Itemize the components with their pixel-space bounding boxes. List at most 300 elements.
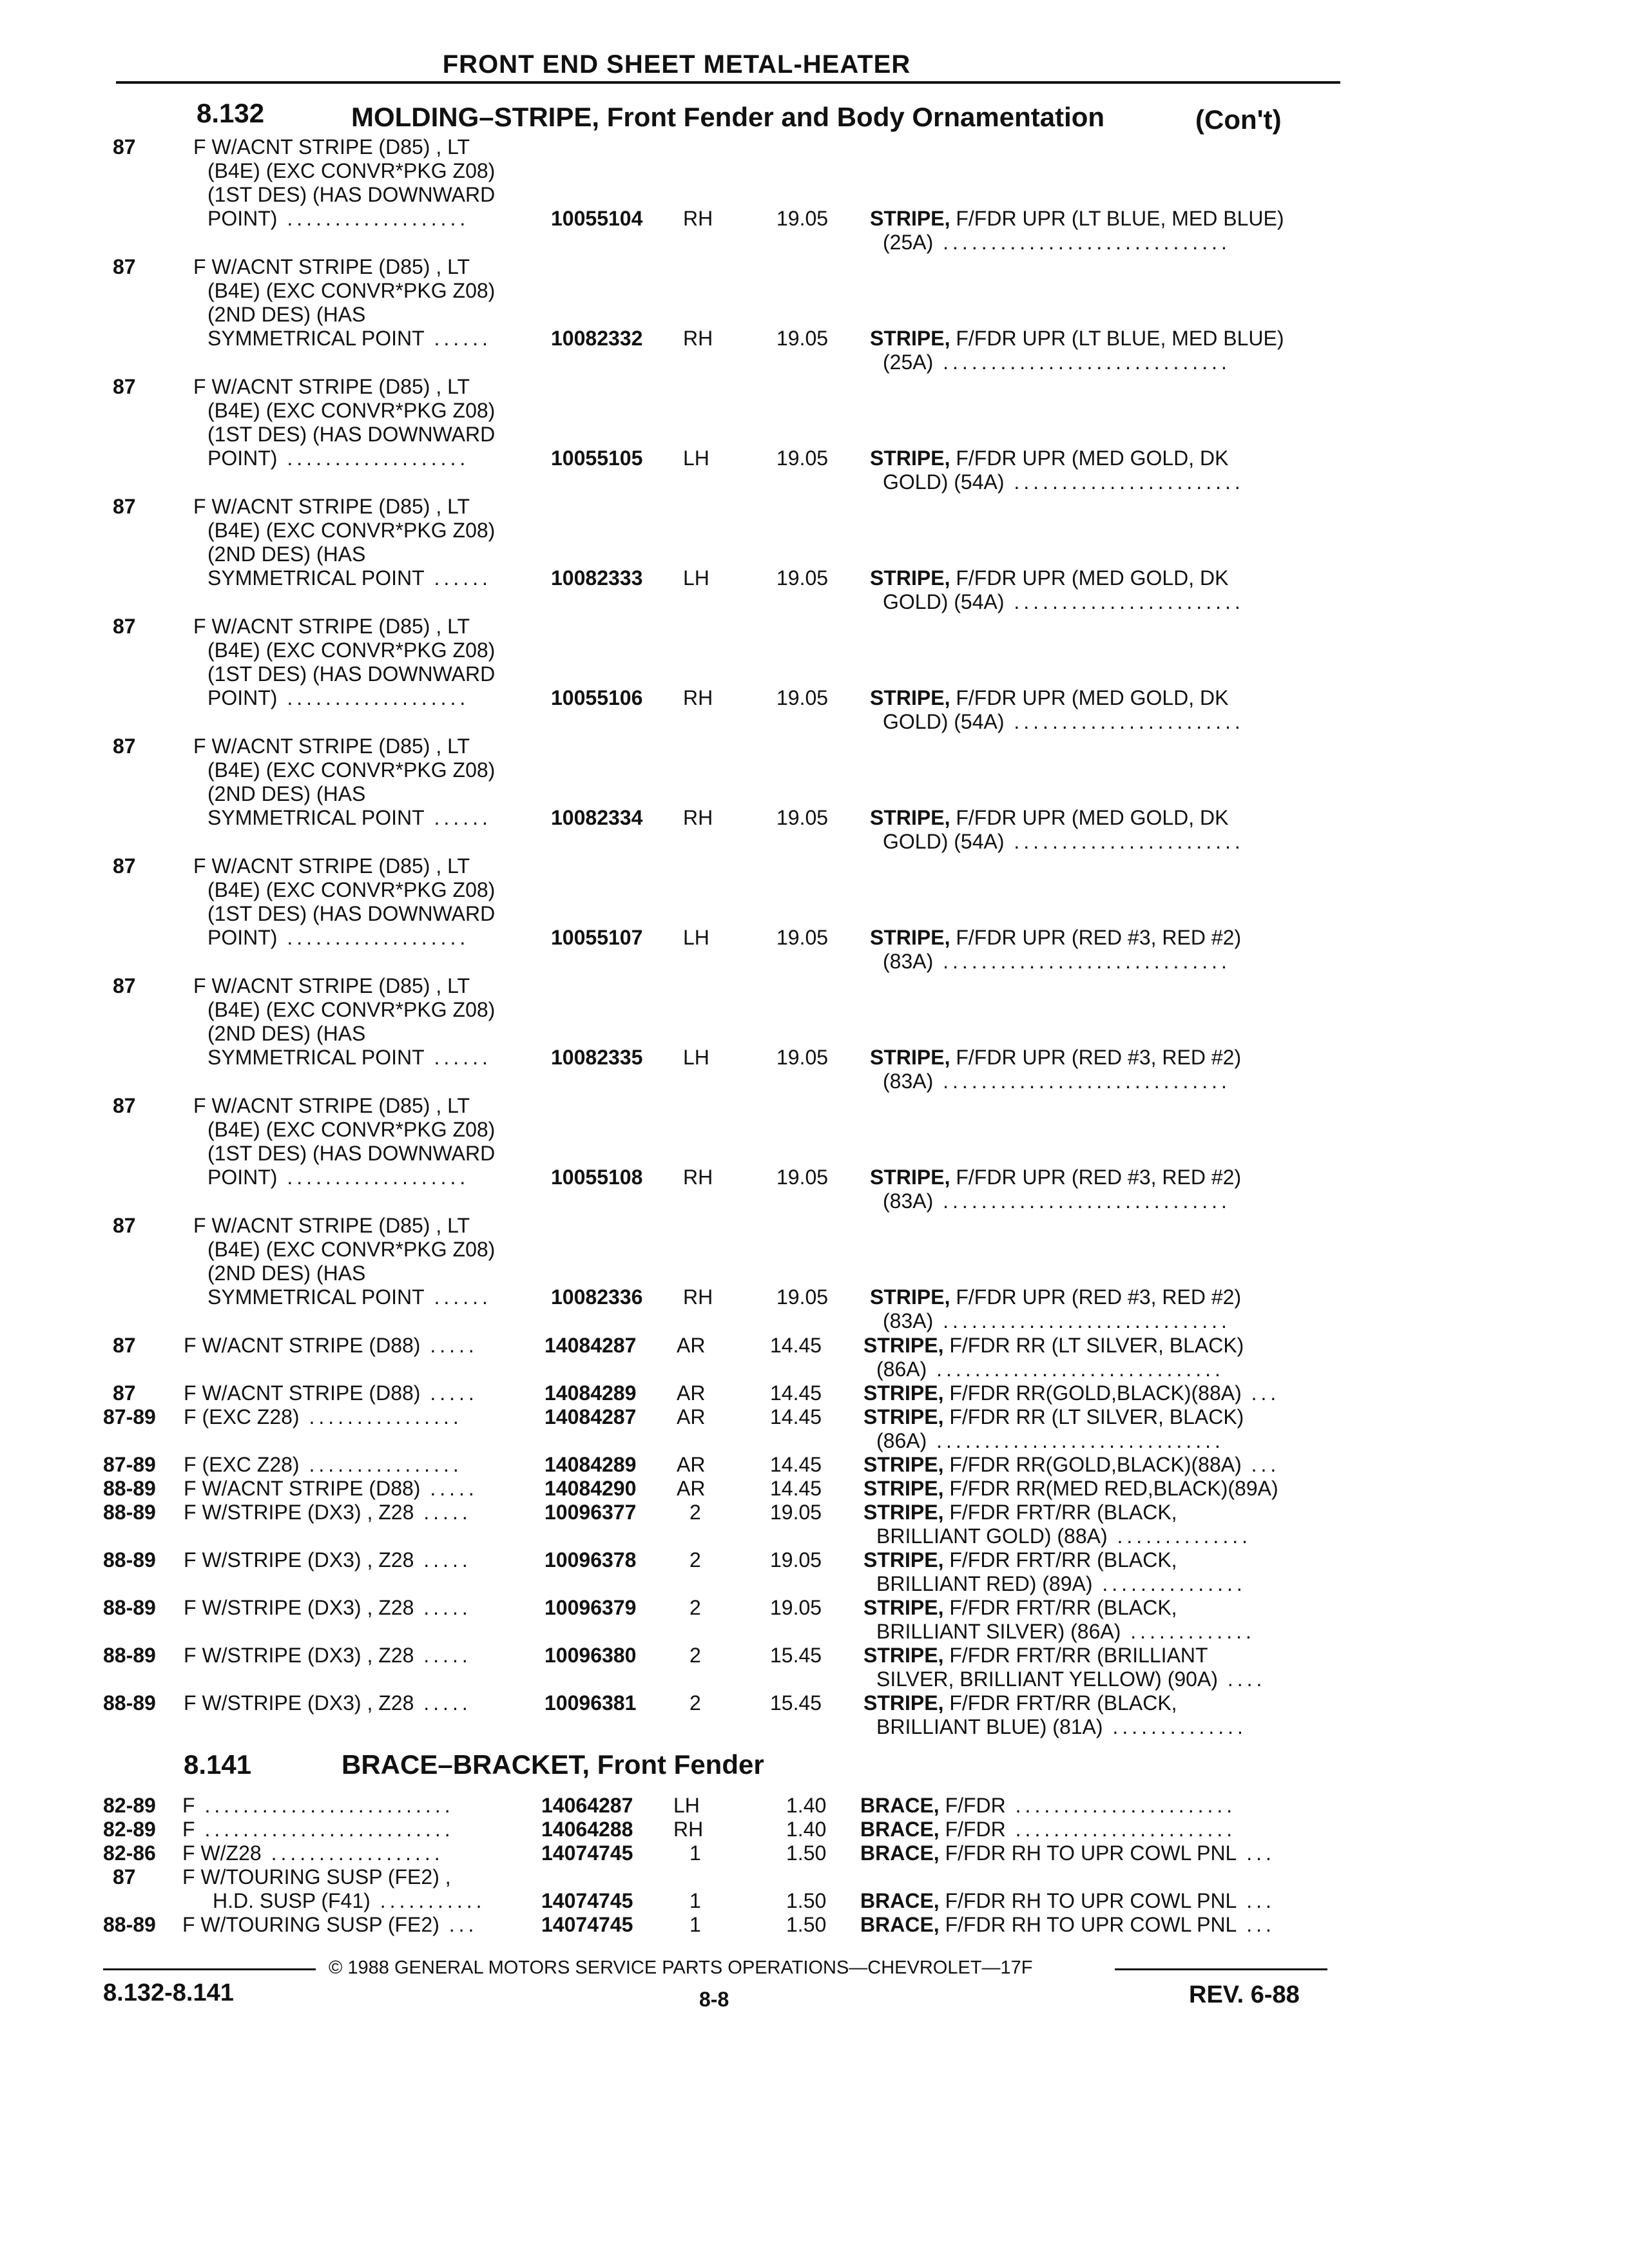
usage-description: (B4E) (EXC CONVR*PKG Z08) [207, 998, 496, 1021]
group-number: 19.05 [770, 1596, 822, 1619]
leader-dots: ................... [277, 447, 470, 470]
leader-dots: .............................. [933, 351, 1231, 374]
page-title: FRONT END SHEET METAL-HEATER [442, 50, 911, 79]
part-number: 10055108 [551, 1166, 643, 1189]
model-year: 87 [113, 255, 136, 278]
usage-description: H.D. SUSP (F41) ........... [213, 1889, 486, 1912]
usage-description: (2ND DES) (HAS [207, 782, 366, 805]
part-name-keyword: STRIPE, [870, 566, 956, 590]
part-name-detail: F/FDR RR (LT SILVER, BLACK) [949, 1334, 1244, 1357]
part-name-keyword: STRIPE, [863, 1501, 950, 1524]
usage-description: (1ST DES) (HAS DOWNWARD [207, 423, 496, 446]
part-number: 14064287 [541, 1794, 633, 1817]
usage-description: F W/ACNT STRIPE (D85) , LT [193, 735, 470, 758]
usage-description: (2ND DES) (HAS [207, 303, 366, 326]
part-name-cont: BRILLIANT GOLD) (88A) .............. [876, 1524, 1251, 1548]
usage-description: F W/ACNT STRIPE (D88) ..... [184, 1334, 478, 1357]
footer-rule [103, 1968, 316, 1970]
usage-description: POINT) ................... [207, 447, 470, 470]
usage-description: F W/ACNT STRIPE (D85) , LT [193, 495, 470, 518]
part-name-detail: F/FDR UPR (RED #3, RED #2) [956, 1166, 1242, 1189]
leader-dots: .... [1217, 1667, 1266, 1691]
part-name-keyword: STRIPE, [870, 806, 956, 829]
leader-dots: ... [439, 1913, 478, 1936]
group-number: 19.05 [776, 566, 829, 590]
model-year: 87 [113, 1094, 136, 1117]
leader-dots: ..... [414, 1596, 472, 1619]
group-number: 1.50 [786, 1841, 827, 1865]
part-name-detail: F/FDR RH TO UPR COWL PNL [945, 1913, 1237, 1936]
part-name [860, 1913, 1275, 1937]
part-name [870, 447, 1228, 470]
group-number: 15.45 [770, 1691, 822, 1715]
part-name-detail: F/FDR RH TO UPR COWL PNL [945, 1841, 1237, 1865]
quantity: AR [677, 1405, 706, 1428]
part-name [870, 806, 1228, 830]
part-name [863, 1334, 1244, 1358]
part-number: 10055104 [551, 207, 643, 230]
part-name-keyword: BRACE, [860, 1913, 945, 1936]
part-number: 10055107 [551, 926, 643, 949]
quantity: RH [683, 1166, 713, 1189]
leader-dots: ........................ [1004, 710, 1244, 733]
usage-description: F W/ACNT STRIPE (D85) , LT [193, 974, 470, 997]
part-name-keyword: STRIPE, [863, 1691, 950, 1715]
model-year: 88-89 [103, 1501, 156, 1524]
leader-dots: ..... [420, 1381, 478, 1405]
quantity: 1 [689, 1913, 701, 1936]
usage-description: SYMMETRICAL POINT ...... [207, 327, 492, 350]
part-name [863, 1381, 1280, 1405]
part-name-detail: F/FDR UPR (RED #3, RED #2) [956, 926, 1242, 949]
part-name [863, 1501, 1177, 1524]
usage-description: (1ST DES) (HAS DOWNWARD [207, 902, 496, 925]
group-number: 15.45 [770, 1644, 822, 1667]
part-name-keyword: STRIPE, [870, 207, 956, 230]
leader-dots: ...... [424, 806, 492, 829]
part-name-keyword: BRACE, [860, 1794, 945, 1817]
part-name-keyword: STRIPE, [870, 1285, 956, 1309]
usage-description: POINT) ................... [207, 1166, 470, 1189]
model-year: 88-89 [103, 1691, 156, 1715]
part-name [870, 1285, 1241, 1309]
part-name [860, 1889, 1275, 1913]
part-name [860, 1841, 1275, 1865]
part-name-cont: (86A) .............................. [876, 1429, 1224, 1452]
leader-dots: ... [1241, 1381, 1280, 1405]
usage-description: F (EXC Z28) ................ [184, 1453, 463, 1476]
section-title: MOLDING–STRIPE, Front Fender and Body Ornamentation [351, 102, 1105, 132]
part-name-detail: F/FDR UPR (MED GOLD, DK [956, 566, 1229, 590]
part-number: 10082335 [551, 1046, 643, 1069]
group-number: 14.45 [770, 1477, 822, 1500]
model-year: 87 [113, 495, 136, 518]
usage-description: (B4E) (EXC CONVR*PKG Z08) [207, 519, 496, 542]
usage-description: F W/ACNT STRIPE (D85) , LT [193, 255, 470, 278]
part-name-cont: (25A) .............................. [883, 351, 1231, 374]
part-name [870, 1166, 1241, 1189]
part-name-detail: F/FDR RR(GOLD,BLACK)(88A) [949, 1381, 1242, 1405]
leader-dots: .............................. [933, 950, 1231, 973]
usage-description: (B4E) (EXC CONVR*PKG Z08) [207, 758, 496, 782]
group-number: 19.05 [776, 327, 829, 350]
part-number: 10096377 [545, 1501, 637, 1524]
leader-dots: .......................... [195, 1794, 454, 1817]
group-number: 19.05 [770, 1548, 822, 1571]
model-year: 87 [113, 1865, 136, 1888]
part-name [863, 1477, 1278, 1501]
part-name-keyword: STRIPE, [863, 1644, 950, 1667]
group-number: 19.05 [776, 806, 829, 829]
part-name-detail: F/FDR RH TO UPR COWL PNL [945, 1889, 1237, 1912]
revision: REV. 6-88 [1189, 1981, 1300, 2008]
group-number: 19.05 [776, 926, 829, 949]
part-number: 10096378 [545, 1548, 637, 1571]
usage-description: (B4E) (EXC CONVR*PKG Z08) [207, 639, 496, 662]
part-name-cont: BRILLIANT BLUE) (81A) .............. [876, 1715, 1247, 1738]
model-year: 87-89 [103, 1405, 156, 1428]
footer-rule [1115, 1968, 1327, 1970]
part-name [860, 1818, 1236, 1841]
leader-dots: .............................. [933, 231, 1231, 254]
model-year: 87 [113, 974, 136, 997]
leader-dots: ...... [424, 1285, 492, 1309]
leader-dots: ................... [277, 686, 470, 709]
quantity: 2 [689, 1596, 701, 1619]
usage-description: F .......................... [182, 1794, 454, 1817]
part-name-detail: F/FDR UPR (MED GOLD, DK [956, 447, 1229, 470]
model-year: 88-89 [103, 1913, 156, 1936]
part-number: 14084290 [545, 1477, 637, 1500]
usage-description: POINT) ................... [207, 207, 470, 230]
usage-description: (1ST DES) (HAS DOWNWARD [207, 183, 496, 206]
model-year: 82-89 [103, 1794, 156, 1817]
copyright-text: © 1988 GENERAL MOTORS SERVICE PARTS OPERATIONS—CHEVROLET—17F [329, 1957, 1033, 1978]
usage-description: POINT) ................... [207, 926, 470, 949]
leader-dots: ........................ [1004, 470, 1244, 494]
part-name [870, 566, 1228, 590]
part-number: 10082332 [551, 327, 643, 350]
group-number: 1.50 [786, 1889, 827, 1912]
group-number: 19.05 [770, 1501, 822, 1524]
part-name-detail: F/FDR RR(GOLD,BLACK)(88A) [949, 1453, 1242, 1476]
part-name-keyword: STRIPE, [870, 1046, 956, 1069]
group-number: 19.05 [776, 1166, 829, 1189]
part-number: 10055106 [551, 686, 643, 709]
model-year: 82-89 [103, 1818, 156, 1841]
quantity: AR [677, 1334, 706, 1357]
quantity: LH [683, 1046, 709, 1069]
quantity: 2 [689, 1548, 701, 1571]
usage-description: (B4E) (EXC CONVR*PKG Z08) [207, 279, 496, 302]
group-number: 19.05 [776, 686, 829, 709]
usage-description: (B4E) (EXC CONVR*PKG Z08) [207, 399, 496, 422]
quantity: AR [677, 1381, 706, 1405]
group-number: 19.05 [776, 1285, 829, 1309]
quantity: AR [677, 1477, 706, 1500]
part-name-detail: F/FDR [945, 1794, 1006, 1817]
part-name-keyword: STRIPE, [870, 327, 956, 350]
quantity: 1 [689, 1889, 701, 1912]
part-name [860, 1794, 1236, 1818]
section-title: BRACE–BRACKET, Front Fender [342, 1749, 764, 1780]
leader-dots: ... [1241, 1453, 1280, 1476]
leader-dots: .............................. [933, 1070, 1231, 1093]
part-number: 10082333 [551, 566, 643, 590]
usage-description: (B4E) (EXC CONVR*PKG Z08) [207, 1118, 496, 1141]
model-year: 87-89 [103, 1453, 156, 1476]
usage-description: F W/ACNT STRIPE (D85) , LT [193, 854, 470, 878]
usage-description: F W/ACNT STRIPE (D85) , LT [193, 375, 470, 398]
part-name [863, 1405, 1244, 1429]
leader-dots: ....................... [1005, 1794, 1237, 1817]
part-name-detail: F/FDR UPR (RED #3, RED #2) [956, 1285, 1242, 1309]
part-name-detail: F/FDR UPR (LT BLUE, MED BLUE) [956, 207, 1284, 230]
part-number: 10055105 [551, 447, 643, 470]
part-name-detail: F/FDR [945, 1818, 1006, 1841]
usage-description: F W/TOURING SUSP (FE2) ... [182, 1913, 478, 1936]
quantity: 2 [689, 1691, 701, 1715]
usage-description: F W/STRIPE (DX3) , Z28 ..... [184, 1501, 472, 1524]
usage-description: F W/ACNT STRIPE (D85) , LT [193, 1094, 470, 1117]
usage-description: SYMMETRICAL POINT ...... [207, 1285, 492, 1309]
part-name-keyword: STRIPE, [863, 1548, 950, 1571]
leader-dots: ...... [424, 327, 492, 350]
quantity: RH [683, 327, 713, 350]
header-rule [116, 81, 1340, 84]
model-year: 88-89 [103, 1596, 156, 1619]
quantity: 1 [689, 1841, 701, 1865]
leader-dots: ..... [414, 1691, 472, 1715]
part-name-cont: (86A) .............................. [876, 1358, 1224, 1381]
part-number: 10082334 [551, 806, 643, 829]
leader-dots: ................ [299, 1453, 463, 1476]
part-name-keyword: BRACE, [860, 1841, 945, 1865]
part-name-detail: F/FDR FRT/RR (BLACK, [949, 1596, 1177, 1619]
part-name-detail: F/FDR UPR (MED GOLD, DK [956, 806, 1229, 829]
usage-description: (2ND DES) (HAS [207, 543, 366, 566]
quantity: LH [673, 1794, 700, 1817]
group-number: 1.40 [786, 1794, 827, 1817]
part-name-cont: (83A) .............................. [883, 1309, 1231, 1332]
leader-dots: .............................. [933, 1189, 1231, 1213]
usage-description: F W/STRIPE (DX3) , Z28 ..... [184, 1548, 472, 1571]
part-name-cont: GOLD) (54A) ........................ [883, 710, 1244, 733]
part-name-keyword: STRIPE, [863, 1477, 950, 1500]
leader-dots: ... [1237, 1841, 1275, 1865]
part-name-keyword: STRIPE, [863, 1453, 950, 1476]
page-number: 8-8 [699, 1988, 729, 2011]
part-name-cont: (83A) .............................. [883, 1070, 1231, 1093]
quantity: RH [683, 1285, 713, 1309]
leader-dots: ... [1237, 1889, 1275, 1912]
group-number: 14.45 [770, 1453, 822, 1476]
model-year: 87 [113, 375, 136, 398]
leader-dots: ................... [277, 926, 470, 949]
model-year: 87 [113, 735, 136, 758]
part-number: 14074745 [541, 1841, 633, 1865]
usage-description: F (EXC Z28) ................ [184, 1405, 463, 1428]
section-number: 8.141 [184, 1749, 252, 1780]
part-name [870, 207, 1284, 231]
part-name [870, 1046, 1241, 1070]
quantity: LH [683, 566, 709, 590]
leader-dots: .............................. [933, 1309, 1231, 1332]
part-name-cont: GOLD) (54A) ........................ [883, 830, 1244, 853]
section-range: 8.132-8.141 [103, 1979, 234, 2006]
leader-dots: ........................ [1004, 590, 1244, 613]
quantity: 2 [689, 1644, 701, 1667]
part-number: 14074745 [541, 1913, 633, 1936]
part-name [863, 1596, 1177, 1620]
model-year: 87 [113, 1381, 136, 1405]
group-number: 1.40 [786, 1818, 827, 1841]
group-number: 1.50 [786, 1913, 827, 1936]
part-name-keyword: STRIPE, [870, 686, 956, 709]
part-name-cont: (83A) .............................. [883, 1189, 1231, 1213]
group-number: 19.05 [776, 447, 829, 470]
quantity: RH [673, 1818, 704, 1841]
usage-description: F W/TOURING SUSP (FE2) , [182, 1865, 451, 1888]
usage-description: SYMMETRICAL POINT ...... [207, 806, 492, 829]
part-name [870, 686, 1228, 710]
leader-dots: ........... [370, 1889, 486, 1912]
usage-description: (1ST DES) (HAS DOWNWARD [207, 662, 496, 686]
part-name-detail: F/FDR RR(MED RED,BLACK)(89A) [949, 1477, 1278, 1500]
usage-description: (B4E) (EXC CONVR*PKG Z08) [207, 878, 496, 901]
usage-description: F W/ACNT STRIPE (D88) ..... [184, 1477, 478, 1500]
leader-dots: ...... [424, 1046, 492, 1069]
leader-dots: ................... [277, 1166, 470, 1189]
group-number: 14.45 [770, 1381, 822, 1405]
part-name-cont: SILVER, BRILLIANT YELLOW) (90A) .... [876, 1667, 1266, 1691]
part-name-detail: F/FDR UPR (MED GOLD, DK [956, 686, 1229, 709]
part-name-keyword: BRACE, [860, 1818, 945, 1841]
part-number: 10082336 [551, 1285, 643, 1309]
group-number: 14.45 [770, 1334, 822, 1357]
model-year: 87 [113, 854, 136, 878]
part-name [870, 327, 1284, 351]
leader-dots: ..... [414, 1644, 472, 1667]
part-name-detail: F/FDR UPR (LT BLUE, MED BLUE) [956, 327, 1284, 350]
part-number: 14084289 [545, 1453, 637, 1476]
quantity: LH [683, 447, 709, 470]
model-year: 87 [113, 615, 136, 638]
leader-dots: .............. [1103, 1715, 1247, 1738]
leader-dots: .............................. [927, 1429, 1224, 1452]
part-number: 10096380 [545, 1644, 637, 1667]
model-year: 82-86 [103, 1841, 156, 1865]
leader-dots: ...... [424, 566, 492, 590]
model-year: 87 [113, 135, 136, 159]
part-name-detail: F/FDR FRT/RR (BLACK, [949, 1691, 1177, 1715]
group-number: 19.05 [776, 207, 829, 230]
part-name-keyword: STRIPE, [870, 926, 956, 949]
quantity: RH [683, 806, 713, 829]
model-year: 88-89 [103, 1548, 156, 1571]
usage-description: (1ST DES) (HAS DOWNWARD [207, 1142, 496, 1165]
usage-description: F W/STRIPE (DX3) , Z28 ..... [184, 1691, 472, 1715]
part-name-keyword: STRIPE, [863, 1405, 950, 1428]
leader-dots: ............. [1121, 1620, 1255, 1643]
part-name [863, 1548, 1177, 1572]
part-name-cont: GOLD) (54A) ........................ [883, 470, 1244, 494]
group-number: 14.45 [770, 1405, 822, 1428]
usage-description: SYMMETRICAL POINT ...... [207, 566, 492, 590]
leader-dots: ..... [420, 1477, 478, 1500]
part-name-detail: F/FDR FRT/RR (BLACK, [949, 1548, 1177, 1571]
part-name-keyword: STRIPE, [863, 1381, 950, 1405]
part-name [863, 1644, 1208, 1667]
part-name-detail: F/FDR FRT/RR (BLACK, [949, 1501, 1177, 1524]
leader-dots: .................. [261, 1841, 444, 1865]
part-name-keyword: BRACE, [860, 1889, 945, 1912]
part-name-cont: (83A) .............................. [883, 950, 1231, 973]
quantity: RH [683, 686, 713, 709]
leader-dots: ................... [277, 207, 470, 230]
usage-description: (2ND DES) (HAS [207, 1262, 366, 1285]
part-name-cont: BRILLIANT RED) (89A) ............... [876, 1572, 1246, 1595]
leader-dots: ... [1237, 1913, 1275, 1936]
usage-description: F .......................... [182, 1818, 454, 1841]
quantity: 2 [689, 1501, 701, 1524]
usage-description: F W/ACNT STRIPE (D85) , LT [193, 1214, 470, 1237]
part-name-cont: BRILLIANT SILVER) (86A) ............. [876, 1620, 1255, 1643]
part-number: 14084289 [545, 1381, 637, 1405]
usage-description: F W/STRIPE (DX3) , Z28 ..... [184, 1596, 472, 1619]
part-number: 10096379 [545, 1596, 637, 1619]
leader-dots: ................ [299, 1405, 463, 1428]
usage-description: F W/Z28 .................. [182, 1841, 444, 1865]
quantity: RH [683, 207, 713, 230]
part-name-keyword: STRIPE, [870, 1166, 956, 1189]
leader-dots: ....................... [1005, 1818, 1237, 1841]
section-number: 8.132 [197, 98, 265, 128]
leader-dots: ..... [420, 1334, 478, 1357]
leader-dots: ........................ [1004, 830, 1244, 853]
model-year: 87 [113, 1334, 136, 1357]
leader-dots: .............................. [927, 1358, 1224, 1381]
part-number: 14074745 [541, 1889, 633, 1912]
usage-description: (B4E) (EXC CONVR*PKG Z08) [207, 159, 496, 182]
model-year: 88-89 [103, 1477, 156, 1500]
usage-description: POINT) ................... [207, 686, 470, 709]
part-name-detail: F/FDR RR (LT SILVER, BLACK) [949, 1405, 1244, 1428]
part-name-keyword: STRIPE, [863, 1596, 950, 1619]
leader-dots: ............... [1092, 1572, 1246, 1595]
usage-description: (2ND DES) (HAS [207, 1022, 366, 1045]
usage-description: (B4E) (EXC CONVR*PKG Z08) [207, 1238, 496, 1261]
model-year: 88-89 [103, 1644, 156, 1667]
part-name-cont: GOLD) (54A) ........................ [883, 590, 1244, 613]
leader-dots: ..... [414, 1501, 472, 1524]
model-year: 87 [113, 1214, 136, 1237]
part-name-keyword: STRIPE, [870, 447, 956, 470]
part-name [863, 1691, 1177, 1715]
usage-description: F W/ACNT STRIPE (D85) , LT [193, 135, 470, 159]
quantity: AR [677, 1453, 706, 1476]
usage-description: F W/ACNT STRIPE (D88) ..... [184, 1381, 478, 1405]
leader-dots: .......................... [195, 1818, 454, 1841]
section-continued: (Con't) [1195, 104, 1282, 135]
leader-dots: ..... [414, 1548, 472, 1571]
group-number: 19.05 [776, 1046, 829, 1069]
part-name [870, 926, 1241, 950]
part-name-cont: (25A) .............................. [883, 231, 1231, 254]
usage-description: SYMMETRICAL POINT ...... [207, 1046, 492, 1069]
part-name-keyword: STRIPE, [863, 1334, 950, 1357]
usage-description: F W/STRIPE (DX3) , Z28 ..... [184, 1644, 472, 1667]
